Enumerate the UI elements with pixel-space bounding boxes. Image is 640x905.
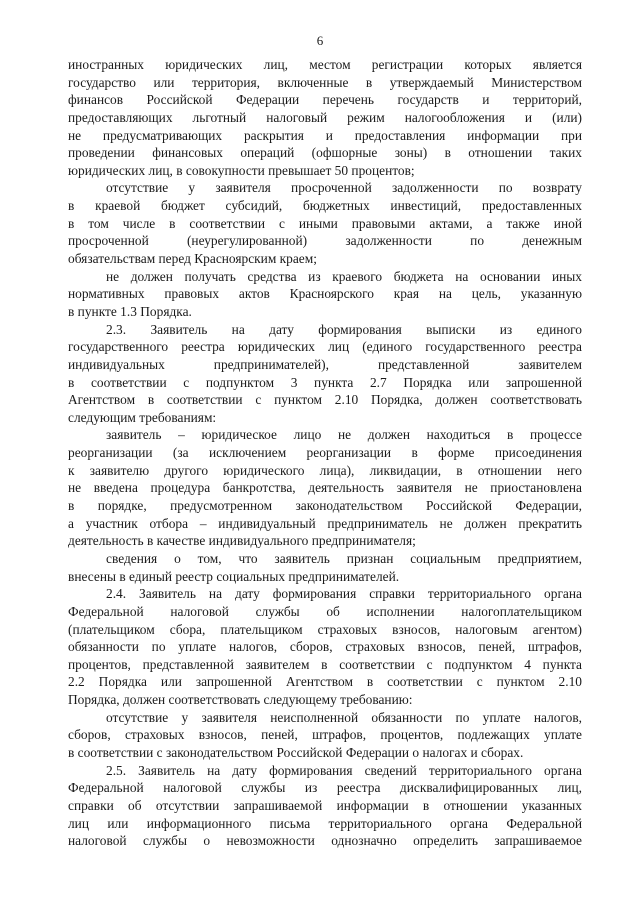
text-line: Федеральной налоговой службы об исполнении налогоплательщиком — [68, 603, 582, 619]
text-line: отсутствие у заявителя неисполненной обязанности по уплате налогов, — [106, 709, 582, 725]
text-line: индивидуальных предпринимателей), представленной заявителем — [68, 356, 582, 372]
text-line: внесены в единый реестр социальных предпринимателей. — [68, 568, 400, 584]
text-line: сведения о том, что заявитель признан социальным предприятием, — [106, 550, 582, 566]
text-line: заявитель – юридическое лицо не должен находиться в процессе — [106, 427, 582, 443]
text-line: 2.2 Порядка или запрошенной Агентством в соответствии с пунктом 2.10 — [68, 674, 582, 690]
text-line: в том числе в соответствии с иными правовыми актами, а также иной — [68, 215, 582, 231]
text-line: обязанности по уплате налогов, сборов, страховых взносов, пеней, штрафов, — [68, 639, 582, 655]
text-line: в пункте 1.3 Порядка. — [68, 303, 192, 319]
text-line: (плательщиком сбора, плательщиком страховых взносов, налоговым агентом) — [68, 621, 582, 637]
text-line: лиц или информационного письма территориального органа Федеральной — [68, 815, 582, 831]
text-line: Порядка, должен соответствовать следующему требованию: — [68, 692, 413, 708]
text-line: не должен получать средства из краевого бюджета на основании иных — [106, 268, 582, 284]
text-line: к заявителю другого юридического лица), ликвидации, в отношении него — [68, 462, 582, 478]
text-line: реорганизации (за исключением реорганизации в форме присоединения — [68, 445, 582, 461]
text-line: проведении финансовых операций (офшорные зоны) в отношении таких — [68, 145, 582, 161]
text-line: обязательствам перед Красноярским краем; — [68, 251, 317, 267]
text-line: следующим требованиям: — [68, 409, 217, 425]
text-line: государственного реестра юридических лиц (единого государственного реестра — [68, 339, 582, 355]
text-line: предоставляющих льготный налоговый режим налогообложения и (или) — [68, 109, 582, 125]
text-line: в соответствии с законодательством Российской Федерации о налогах и сборах. — [68, 744, 524, 760]
text-line: деятельность в качестве индивидуального предпринимателя; — [68, 533, 416, 549]
text-line: 2.4. Заявитель на дату формирования справки территориального органа — [106, 586, 582, 602]
text-line: отсутствие у заявителя просроченной задолженности по возврату — [106, 180, 582, 196]
text-line: Федеральной налоговой службы из реестра дисквалифицированных лиц, — [68, 780, 582, 796]
text-line: сборов, страховых взносов, пеней, штрафов, процентов, подлежащих уплате — [68, 727, 582, 743]
text-line: не введена процедура банкротства, деятельность заявителя не приостановлена — [68, 480, 582, 496]
text-line: налоговой службы о невозможности однозначно определить запрашиваемое — [68, 833, 582, 849]
text-line: нормативных правовых актов Красноярского края на цель, указанную — [68, 286, 582, 302]
text-line: а участник отбора – индивидуальный предприниматель не должен прекратить — [68, 515, 582, 531]
text-line: просроченной (неурегулированной) задолженности по денежным — [68, 233, 582, 249]
text-line: в соответствии с подпунктом 3 пункта 2.7 Порядка или запрошенной — [68, 374, 582, 390]
text-line: государство или территория, включенные в утверждаемый Министерством — [68, 74, 582, 90]
text-line: справки об отсутствии запрашиваемой информации в отношении указанных — [68, 797, 582, 813]
text-line: 2.3. Заявитель на дату формирования выписки из единого — [106, 321, 582, 337]
text-line: в краевой бюджет субсидий, бюджетных инвестиций, предоставленных — [68, 198, 582, 214]
text-line: в порядке, предусмотренном законодательством Российской Федерации, — [68, 498, 582, 514]
body-text — [68, 56, 582, 850]
text-line: процентов, представленной заявителем в соответствии с подпунктом 4 пункта — [68, 656, 582, 672]
text-line: финансов Российской Федерации перечень государств и территорий, — [68, 92, 582, 108]
text-line: 2.5. Заявитель на дату формирования сведений территориального органа — [106, 762, 582, 778]
text-line: не предусматривающих раскрытия и предоставления информации при — [68, 127, 582, 143]
text-line: юридических лиц, в совокупности превышает 50 процентов; — [68, 162, 415, 178]
text-line: Агентством в соответствии с пунктом 2.10 Порядка, должен соответствовать — [68, 392, 582, 408]
text-line: иностранных юридических лиц, местом регистрации которых является — [68, 57, 582, 72]
page-number: 6 — [316, 33, 324, 48]
